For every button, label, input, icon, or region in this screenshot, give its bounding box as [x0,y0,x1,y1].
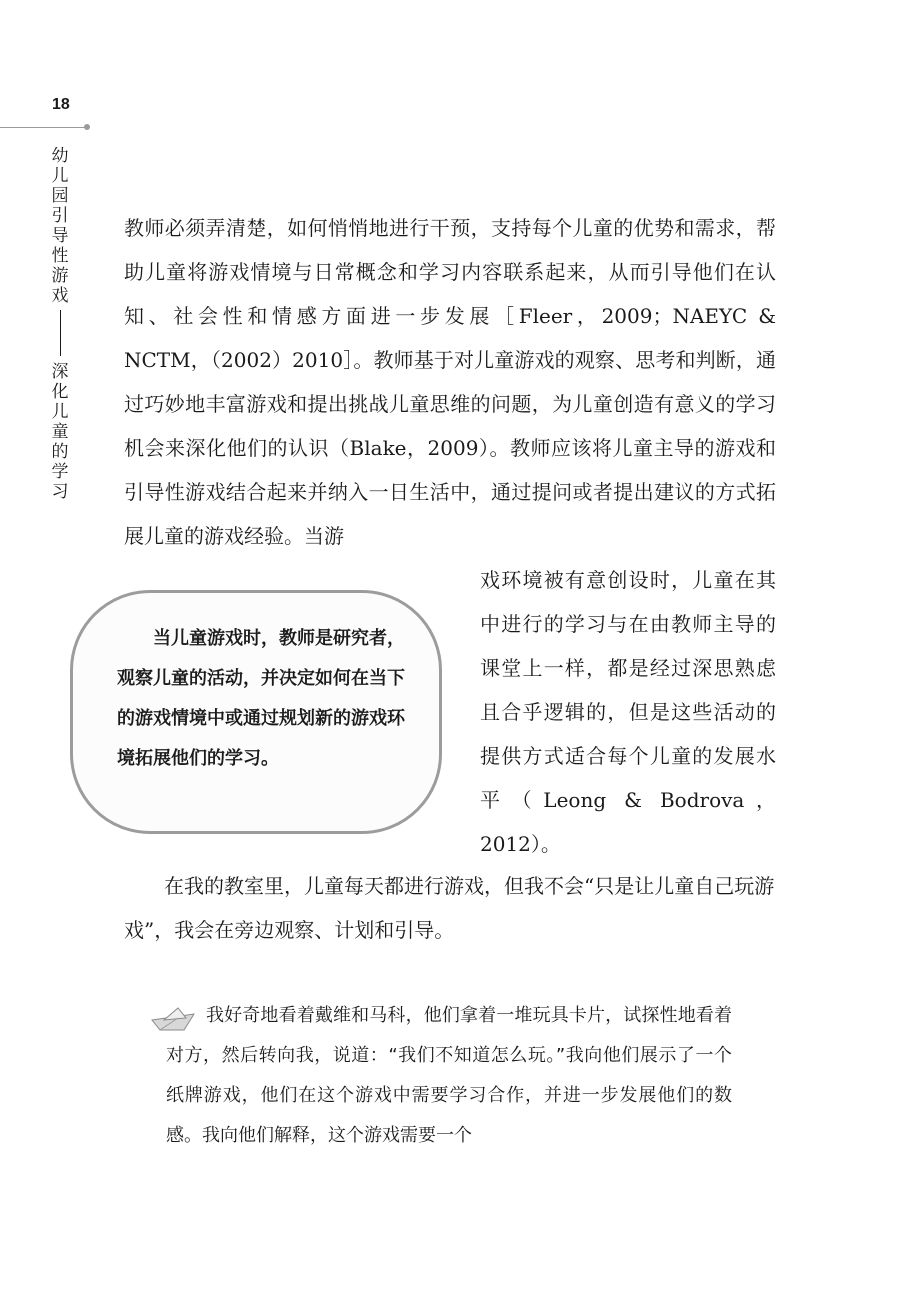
header-rule [0,127,86,128]
running-title-char: 深 [51,362,69,382]
body-paragraph-2: 在我的教室里，儿童每天都进行游戏，但我不会“只是让儿童自己玩游戏”，我会在旁边观察、计划和引导。 [124,874,775,942]
story-paragraph: 我好奇地看着戴维和马科，他们拿着一堆玩具卡片，试探性地看着对方，然后转向我，说道：“我们不知道怎么玩。”我向他们展示了一个纸牌游戏，他们在这个游戏中需要学习合作，并进一步发展他们的数感。我向他们解释，这个游戏需要一个 [166,1005,732,1146]
running-title-char: 学 [51,462,69,482]
body-paragraph-wrap: 戏环境被有意创设时，儿童在其中进行的学习与在由教师主导的课堂上一样，都是经过深思熟虑且合乎逻辑的，但是这些活动的提供方式适合每个儿童的发展水平（Leong & Bodrova，2012）。 [480,568,776,856]
running-title-char: 戏 [51,286,69,306]
running-title-char: 导 [51,226,69,246]
running-title-char: 童 [51,422,69,442]
running-title-char: 儿 [51,166,69,186]
running-title-char: 园 [51,186,69,206]
running-title [46,146,74,502]
running-title-char: 幼 [51,146,69,166]
running-title-char: 化 [51,382,69,402]
header-rule-dot [84,124,90,130]
running-title-char: 性 [51,246,69,266]
running-title-char: 习 [51,482,69,502]
page-number: 18 [52,96,70,113]
callout-box [70,590,442,834]
running-title-char: 引 [51,206,69,226]
running-title-dash [60,310,61,356]
running-title-char: 的 [51,442,69,462]
running-title-char: 游 [51,266,69,286]
callout-text: 当儿童游戏时，教师是研究者，观察儿童的活动，并决定如何在当下的游戏情境中或通过规划新的游戏环境拓展他们的学习。 [117,628,405,769]
running-title-char: 儿 [51,402,69,422]
body-paragraph: 教师必须弄清楚，如何悄悄地进行干预，支持每个儿童的优势和需求，帮助儿童将游戏情境与日常概念和学习内容联系起来，从而引导他们在认知、社会性和情感方面进一步发展［Fleer，2009；NAEYC & NCTM，（2002）2010］。教师基于对儿童游戏的观察、思考和判断，通过巧妙地丰富游戏和提出挑战儿童思维的问题，为儿童创造有意义的学习机会来深化他们的认识（Blake，2009）。教师应该将儿童主导的游戏和引导性游戏结合起来并纳入一日生活中，通过提问或者提出建议的方式拓展儿童的游戏经验。当游 [124,216,776,548]
